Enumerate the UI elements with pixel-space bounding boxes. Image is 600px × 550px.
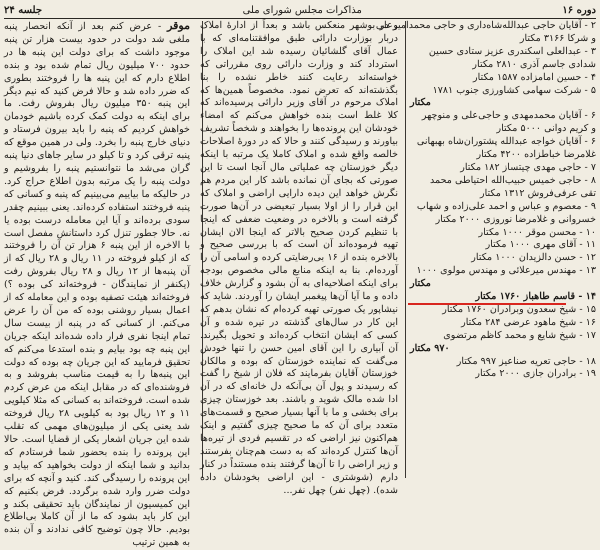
left-column <box>4 19 190 549</box>
list-item: مکتار <box>410 278 431 290</box>
header-title: مذاکرات مجلس شورای ملی <box>242 4 362 16</box>
paragraph-text: - عرض کنم بعد از آنکه انحصار پنبه ملغی شد دولت در حدود بیست هزار تن پنبه موجود داشت که برای دولت این پنبه ها در حدود ۷۰۰ میلیون ریال تمام شده بود و بنده اطلاع دارم که این پنبه ها را فروختند بطوری که ضرر داده شد و حالا فرض کنید که نیم دیگر این پنبه ۳۵۰ میلیون ریال بفروش رفت. ما برای اینکه به دولت کمک کرده باشیم خودمان خواهش کردیم که پنبه را باید بیرون فرستاد و دنیای خارج پنبه را بخرد. ولی در همین موقع که پنبه ترقی کرد و تا کیلو در سایر جاهای دنیا پنبه گران می‌شد ما نتوانستیم پنبه را بفروشیم و دولت پنبه را یک مرتبه بدون اطلاع حراج کرد. در حالیکه ما بیاییم می‌بینیم که پنبه و کسانی که پنبه فروختند استفاده کرده‌اند. یعنی ببینیم چقدر سودی برده‌اند و آیا این معامله درست بوده یا نه. حالا جطور تنزل کرد داستانش مفصل است با الاخره از این پنبه ۶ هزار تن آن را فروختند که از کیلو فروخته در ۱۱ ریال و ۲۸ ریال که از آن پنبه‌ها از ۱۲ ریال و ۲۸ ریال بفروش رفت (یکنفر از نمایندگان - فروخته‌اند کی بوده ؟) فروخته‌اند هیئت تصفیه بوده و این معامله که از اعمال بسیار روشنی بوده که من آن را عرض می‌کنم. از کسانی که در پنبه از بیست سال تمام اینجا نفری فرار داده شده‌اند اینکه جریان این پنبه چه بود بیایم و بنده استدعا می‌کنم که تحقیق فرمایید که این جریان چه بوده که دولت این پنبه‌ها را به قیمت مناسب بفروشد و به فروشنده‌ای که در مقابل اینکه من عرض کردم شده است. فروخته‌اند به کسانی که مثلا کیلویی ۱۱ و ۱۲ ریال بود به کیلویی ۲۸ ریال فروخته شد یعنی یکی از میلیون‌های مهمی که تقلب شده این جریان اشعار یکی از قضایا است. حالا این پرونده را بنده بحضور شما فرستادم که بدانید و شما اینکه از دولت بخواهید که بیاید و این پرونده را رسیدگی کند. کنید و آنچه که برای دولت ضرر وارد شده برگردد. فرض بکنیم که این کمیسیون از نمایندگان باید تحقیقی بکند و این کار باید بشود که ما از آن کاملا بی‌اطلاع بودیم. حالا چون توضیح کافی ندادند و آن بنده به همین ترتیب <box>4 21 190 549</box>
list-item: ۹۷۰ مکتار <box>410 342 450 354</box>
list-item: ۶ - آقایان محمد‌مهدی و حاجی‌علی و منوچهر <box>421 110 596 122</box>
list-item: غلامرضا خباطزاده ۴۲۰۰ مکتار <box>476 149 596 161</box>
right-column <box>375 20 596 480</box>
list-item: ۲ - آقایان حاجی عبدالله‌شاه‌داری و حاجی محمد‌امیرعلی <box>375 20 596 31</box>
paragraph <box>4 20 190 550</box>
list-item: ۱۲ - حسن دالزیدان ۱۰۰۰ مکتار <box>471 252 596 264</box>
list-item: ۴ - حسین امامزاده ۱۵۸۷ مکتار <box>473 71 596 83</box>
header-session-number: دوره ۱۶ <box>562 4 596 16</box>
list-item: ۱۱ - آقای مهری ۱۰۰۰ مکتار <box>485 239 596 251</box>
list-item: ۹ - معصوم و عباس و احمد علی‌زاده و شهاب <box>416 200 596 212</box>
list-item: ۳ - عبدالعلی اسکندری عزیز ستادی حسین <box>428 45 596 57</box>
list-item: و شرکا ۳۱۶۶ مکتار <box>519 32 596 44</box>
list-item: ۱۷ - شیخ شایع و محمد کاظم مرتضوی <box>443 329 596 341</box>
list-item: و کریم دوانی ۵۰۰۰ مکتار <box>496 123 596 135</box>
header-meeting-number: جلسه ۲۴ <box>4 4 43 16</box>
list-item: ۱۶ - شیخ ماهود عرضی ۲۸۴ مکتار <box>461 316 596 328</box>
list-item: ۱۸ - حاجی تعریه صناعیز ۹۹۷ مکتار <box>456 355 596 367</box>
list-item: ۱۳ - مهندس میرعلائی و مهندس مولوی ۱۰۰۰ <box>416 265 596 277</box>
speaker-name: موقر <box>167 19 190 32</box>
middle-column <box>200 20 399 496</box>
list-item: ۱۰ - محسن موقر ۱۰۰۰ مکتار <box>478 226 596 238</box>
list-item: ۱۵ - شیخ سعدون وبرادران ۱۷۶۰ مکتار <box>442 303 596 315</box>
page-header <box>4 3 596 19</box>
list-item: ۶ - آقایان خواجه عبدالله پشتوران‌شاه بهبهانی <box>416 136 596 148</box>
highlighted-list-item: ۱۴ - قاسم طاهباز ۱۷۶۰ مکتار <box>408 291 596 304</box>
list-item: ۱۹ - برادران جازی ۲۰۰۰ مکتار <box>475 368 596 380</box>
list-item: مکتار <box>410 97 431 109</box>
list-item: ۷ - حاجی مهدی چیتساز ۱۸۲ مکتار <box>460 161 596 173</box>
column-divider-right <box>405 21 406 478</box>
list-item: تقی عرفی‌فروش ۱۳۱۲ مکتار <box>479 187 596 199</box>
list-item: شدادی جاسم آذری ۲۸۱۰ مکتار <box>472 58 596 70</box>
list-item: ۵ - شرکت سهامی کشاورزی جنوب ۱۷۸۱ <box>432 84 596 96</box>
list-item: ۸ - حاجی خمیس حبیب‌الله احتیاطی محمد <box>430 174 596 186</box>
paragraph: و در بوشهر منعکس باشد و بعداً از ادارهٔ املاک دربار بوزارت دارائی طبق موافقتنامه‌ای که با عمال آقای گلشائیان رسیده شد این املاک را استرداد کند و وزارت دارائی روی مقرراتی که خواسته‌اند رعایت کنند خاطر نشده را بنا بگذشته‌اند که تعرض نمود. مخصوصاً همین‌ها که املاک مرحوم در آقای وزیر دارائی پرسیده‌اند که کلا غلط است بنده خواهش می‌کنم که امضاء خودشان این پرونده‌ها را بخواهند و شخصاً تشریف بیاورند و رسیدگی کنند و حالا که در دورهٔ اصلاحات خالصه واقع شده و املاک کاملا یک مرتبه با اینکه دیگر خوزستان چه عملیاتی مال آنجا است تا این صورتی که بجای آن نمانده باشد کار این مردم هم نگرش خواهد این دیده دارایی اراضی و املاک که این قرار را از اولا بسیار تبعیضی در آن‌ها صورت گرفته است و بالاخره در وضعیت ضعفی که اینجا با تنظیم کردن صحیح بالاتر که اینجا الان ایشان تهیه فرموده‌اند آن است که با بررسی صحیح و بالاخره بنده از ۱۶ بی‌رضایتی کرده و اسامی آن را آورده‌ام. بنا به اینکه منابع مالی مخصوص بودجه برای اینکه اصلاحیه‌ای به آن بشود و گزارش خلاف داده و ما آیا آن‌ها پیغمبر ایشان را آوردند. شاید که نیشاپور یک صورتی تهیه کرده‌ام که نشان بدهم که این کار در سال‌های گذشته در تیره شده و آن کسی که ایشان انتخاب کرده‌اند و تحویل بگیرند. آن آبیاری را این آقای امین حسن را تنها خودش می‌گفت که نماینده خوزستان که بوده و مالکان خوزستان آقایان بفرمایند که فلان از شیخ را گفت که رسیدند و پول آن بی‌آنکه دل خانه‌ای که در آن ادا شده مالک شوید و باشند. بعد خوزستان چیزی برای بخشی و ما با آنها بسیار صحیح و قسمت‌های متعدد برای آن که ما صحیح چیزی گفتیم و اینک هم‌اکنون نیز اراضی که در تقسیم فردی از تیره‌ها آن‌ها کنترل کرده‌اند که به دست هم‌چنان بفرستند و زیر اراضی را تا آن‌ها گرفتند بنده مستنداً در کنار دارم (شوشتری - این اراضی بخودشان داده شده). (چهل نفر) چهل نفر... <box>200 20 399 496</box>
list-item: خسروانی و غلامرضا نوروزی ۲۰۰۰ مکتار <box>435 213 596 225</box>
